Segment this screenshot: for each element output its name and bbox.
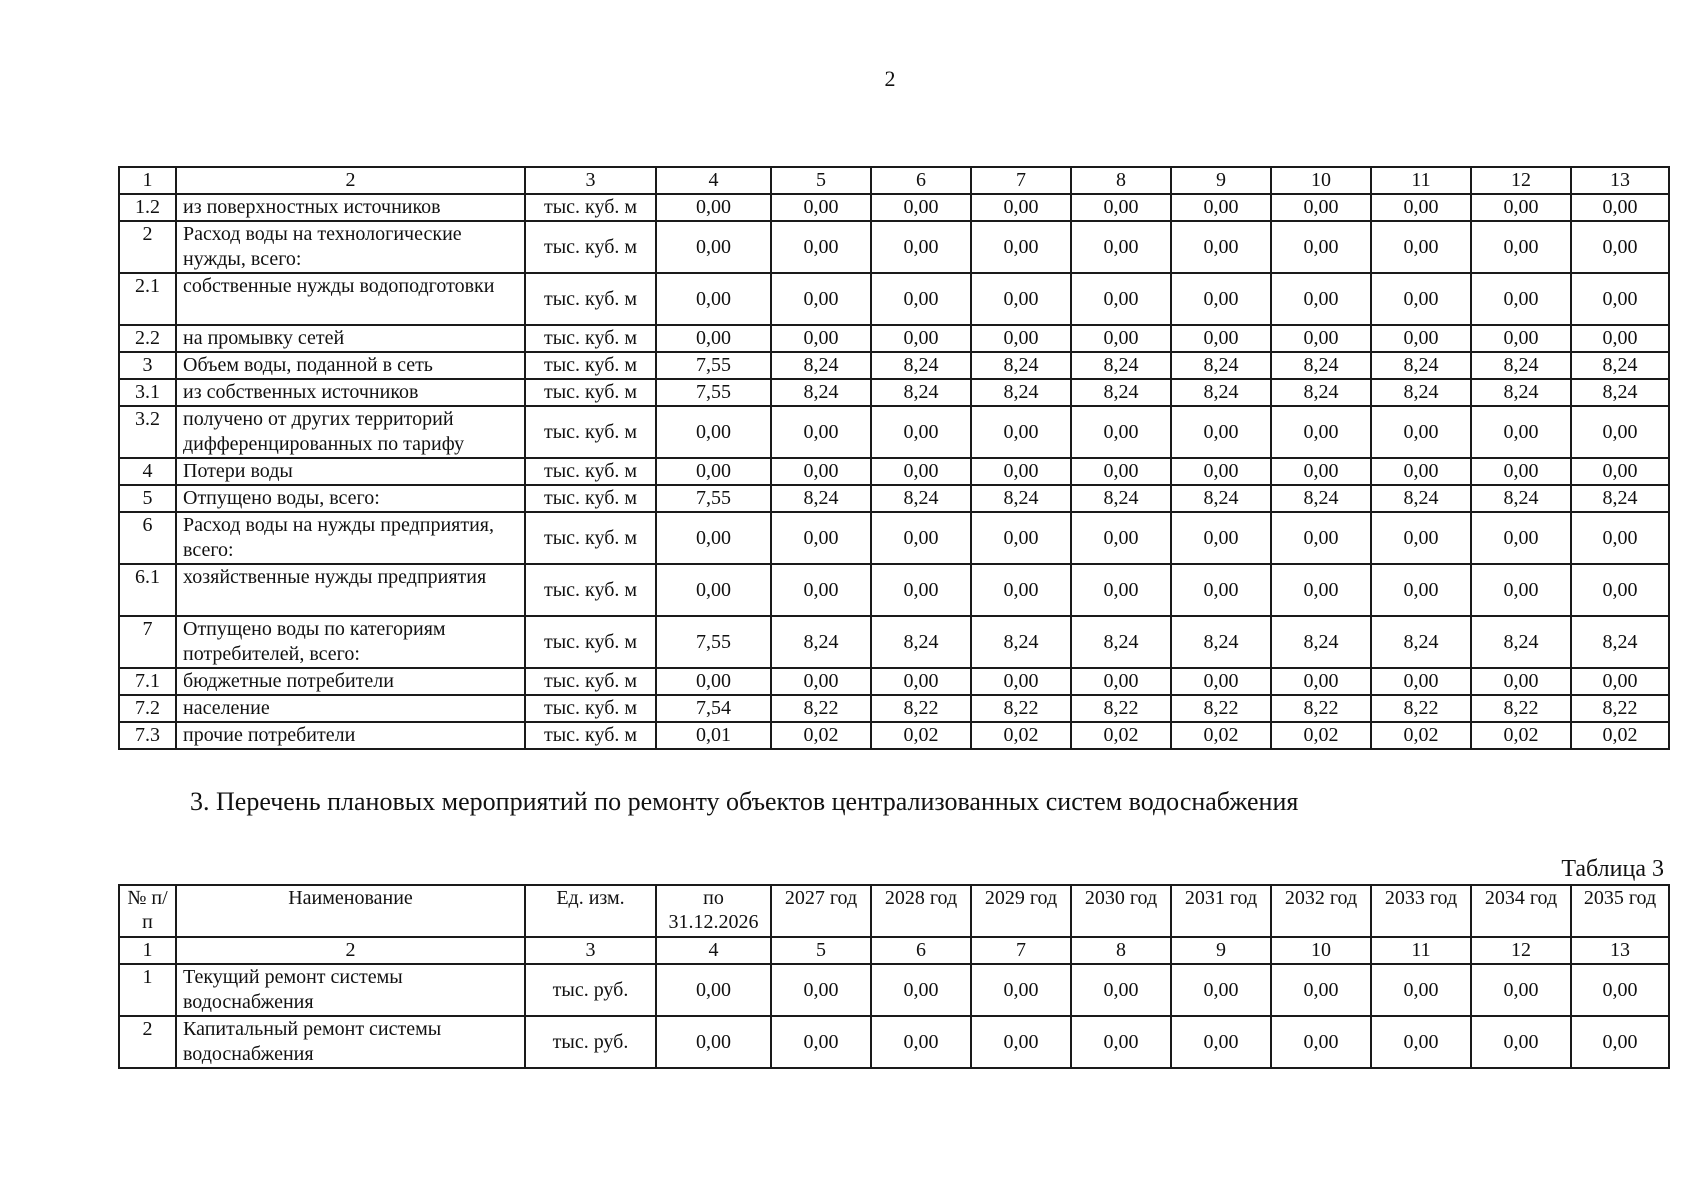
value-cell: 0,00 <box>1571 512 1669 564</box>
table-row <box>119 564 1669 616</box>
value-cell: 8,24 <box>871 616 971 668</box>
value-cell: 0,00 <box>1171 458 1271 485</box>
value-cell: 0,00 <box>1571 194 1669 221</box>
column-number-cell: 5 <box>771 937 871 964</box>
value-cell: 8,24 <box>1171 379 1271 406</box>
value-cell: 0,02 <box>1271 722 1371 749</box>
row-name: Текущий ремонт системы водоснабжения <box>176 964 525 1016</box>
value-cell: 0,00 <box>1271 273 1371 325</box>
value-cell: 0,00 <box>871 273 971 325</box>
value-cell: 8,24 <box>1071 352 1171 379</box>
value-cell: 0,00 <box>1471 964 1571 1016</box>
value-cell: 8,24 <box>1171 352 1271 379</box>
row-unit: тыс. руб. <box>525 964 656 1016</box>
value-cell: 8,24 <box>1571 485 1669 512</box>
row-number: 2 <box>119 1016 176 1068</box>
row-name: из собственных источников <box>176 379 525 406</box>
value-cell: 0,00 <box>1471 512 1571 564</box>
row-name: население <box>176 695 525 722</box>
value-cell: 0,00 <box>1371 458 1471 485</box>
row-number: 2.2 <box>119 325 176 352</box>
value-cell: 0,00 <box>871 406 971 458</box>
row-number: 1.2 <box>119 194 176 221</box>
row-number: 7 <box>119 616 176 668</box>
header-cell: 2031 год <box>1171 885 1271 937</box>
value-cell: 8,24 <box>1171 485 1271 512</box>
table-row <box>119 221 1669 273</box>
value-cell: 0,00 <box>1371 1016 1471 1068</box>
table-row <box>119 352 1669 379</box>
column-number-cell: 13 <box>1571 937 1669 964</box>
row-number: 2.1 <box>119 273 176 325</box>
value-cell: 0,00 <box>971 273 1071 325</box>
value-cell: 7,55 <box>656 352 771 379</box>
value-cell: 0,02 <box>971 722 1071 749</box>
value-cell: 0,00 <box>1371 964 1471 1016</box>
column-number-cell: 4 <box>656 167 771 194</box>
row-name: прочие потребители <box>176 722 525 749</box>
column-number-cell: 6 <box>871 167 971 194</box>
value-cell: 0,00 <box>1571 221 1669 273</box>
value-cell: 0,00 <box>656 325 771 352</box>
table-row <box>119 668 1669 695</box>
value-cell: 0,00 <box>1371 564 1471 616</box>
value-cell: 0,00 <box>656 273 771 325</box>
value-cell: 0,00 <box>1171 512 1271 564</box>
value-cell: 0,00 <box>971 325 1071 352</box>
table-row <box>119 1016 1669 1068</box>
row-name: из поверхностных источников <box>176 194 525 221</box>
row-unit: тыс. куб. м <box>525 458 656 485</box>
value-cell: 0,00 <box>1071 221 1171 273</box>
value-cell: 0,00 <box>1071 273 1171 325</box>
value-cell: 0,00 <box>1371 512 1471 564</box>
value-cell: 0,00 <box>1471 458 1571 485</box>
value-cell: 0,00 <box>771 964 871 1016</box>
value-cell: 0,00 <box>971 964 1071 1016</box>
header-cell: 2029 год <box>971 885 1071 937</box>
value-cell: 8,24 <box>1471 379 1571 406</box>
column-number-cell: 5 <box>771 167 871 194</box>
value-cell: 8,22 <box>971 695 1071 722</box>
column-number-cell: 10 <box>1271 937 1371 964</box>
value-cell: 0,00 <box>1471 564 1571 616</box>
value-cell: 0,00 <box>1571 406 1669 458</box>
value-cell: 0,00 <box>1071 668 1171 695</box>
row-unit: тыс. куб. м <box>525 616 656 668</box>
value-cell: 0,00 <box>771 406 871 458</box>
value-cell: 0,00 <box>1071 458 1171 485</box>
value-cell: 0,00 <box>1171 325 1271 352</box>
value-cell: 0,02 <box>1371 722 1471 749</box>
column-number-cell: 11 <box>1371 167 1471 194</box>
value-cell: 8,24 <box>1071 379 1171 406</box>
value-cell: 0,00 <box>1271 964 1371 1016</box>
value-cell: 0,00 <box>1071 1016 1171 1068</box>
header-cell: по 31.12.2026 <box>656 885 771 937</box>
column-number-cell: 3 <box>525 167 656 194</box>
value-cell: 0,00 <box>1171 273 1271 325</box>
value-cell: 0,00 <box>971 194 1071 221</box>
value-cell: 8,24 <box>1571 616 1669 668</box>
value-cell: 0,00 <box>971 221 1071 273</box>
value-cell: 8,24 <box>1471 485 1571 512</box>
value-cell: 0,00 <box>871 221 971 273</box>
row-unit: тыс. куб. м <box>525 485 656 512</box>
header-cell: 2032 год <box>1271 885 1371 937</box>
value-cell: 8,22 <box>771 695 871 722</box>
value-cell: 8,24 <box>771 485 871 512</box>
row-number: 3.1 <box>119 379 176 406</box>
value-cell: 8,24 <box>1371 616 1471 668</box>
value-cell: 8,24 <box>1571 379 1669 406</box>
value-cell: 0,00 <box>1071 194 1171 221</box>
value-cell: 0,00 <box>1571 668 1669 695</box>
column-number-cell: 3 <box>525 937 656 964</box>
value-cell: 8,22 <box>1571 695 1669 722</box>
value-cell: 0,02 <box>1171 722 1271 749</box>
page-number: 2 <box>884 66 896 91</box>
table-row <box>119 964 1669 1016</box>
value-cell: 0,00 <box>871 564 971 616</box>
value-cell: 0,00 <box>1271 325 1371 352</box>
value-cell: 8,24 <box>971 379 1071 406</box>
section-3-title: 3. Перечень плановых мероприятий по ремонту объектов централизованных систем водоснабжения <box>190 787 1299 816</box>
value-cell: 0,00 <box>771 325 871 352</box>
value-cell: 8,24 <box>971 485 1071 512</box>
row-number: 7.2 <box>119 695 176 722</box>
value-cell: 8,22 <box>1271 695 1371 722</box>
value-cell: 8,24 <box>1371 352 1471 379</box>
column-number-cell: 12 <box>1471 937 1571 964</box>
header-cell: 2030 год <box>1071 885 1171 937</box>
column-number-cell: 9 <box>1171 167 1271 194</box>
value-cell: 0,00 <box>656 1016 771 1068</box>
value-cell: 0,00 <box>1371 668 1471 695</box>
row-name: на промывку сетей <box>176 325 525 352</box>
value-cell: 0,00 <box>1071 564 1171 616</box>
header-cell: 2035 год <box>1571 885 1669 937</box>
value-cell: 0,00 <box>1571 325 1669 352</box>
table-row <box>119 616 1669 668</box>
value-cell: 0,00 <box>1571 964 1669 1016</box>
column-number-cell: 12 <box>1471 167 1571 194</box>
header-cell: 2033 год <box>1371 885 1471 937</box>
row-name: хозяйственные нужды предприятия <box>176 564 525 616</box>
value-cell: 0,02 <box>1471 722 1571 749</box>
row-unit: тыс. руб. <box>525 1016 656 1068</box>
value-cell: 0,02 <box>1071 722 1171 749</box>
value-cell: 8,22 <box>1071 695 1171 722</box>
value-cell: 0,00 <box>771 512 871 564</box>
header-cell: 2027 год <box>771 885 871 937</box>
row-name: Объем воды, поданной в сеть <box>176 352 525 379</box>
value-cell: 7,54 <box>656 695 771 722</box>
row-name: Расход воды на технологические нужды, всего: <box>176 221 525 273</box>
value-cell: 8,22 <box>1171 695 1271 722</box>
value-cell: 7,55 <box>656 379 771 406</box>
column-number-cell: 1 <box>119 167 176 194</box>
table-3-caption: Таблица 3 <box>1561 856 1664 882</box>
value-cell: 8,24 <box>771 352 871 379</box>
column-number-cell: 13 <box>1571 167 1669 194</box>
row-name: Расход воды на нужды предприятия, всего: <box>176 512 525 564</box>
column-number-cell: 1 <box>119 937 176 964</box>
value-cell: 0,00 <box>1271 668 1371 695</box>
row-unit: тыс. куб. м <box>525 194 656 221</box>
value-cell: 0,00 <box>1471 273 1571 325</box>
table-row <box>119 722 1669 749</box>
table-row <box>119 379 1669 406</box>
row-number: 7.1 <box>119 668 176 695</box>
value-cell: 0,00 <box>1171 1016 1271 1068</box>
value-cell: 0,00 <box>971 1016 1071 1068</box>
column-number-cell: 2 <box>176 167 525 194</box>
value-cell: 0,00 <box>971 406 1071 458</box>
row-unit: тыс. куб. м <box>525 221 656 273</box>
row-number: 4 <box>119 458 176 485</box>
value-cell: 0,00 <box>1171 668 1271 695</box>
value-cell: 8,22 <box>871 695 971 722</box>
value-cell: 0,00 <box>1271 221 1371 273</box>
header-row <box>119 885 1669 937</box>
value-cell: 8,24 <box>1271 616 1371 668</box>
value-cell: 0,00 <box>1471 406 1571 458</box>
row-name: Капитальный ремонт системы водоснабжения <box>176 1016 525 1068</box>
value-cell: 0,00 <box>1271 458 1371 485</box>
value-cell: 0,00 <box>771 1016 871 1068</box>
header-cell: Наименование <box>176 885 525 937</box>
row-number: 3.2 <box>119 406 176 458</box>
value-cell: 8,24 <box>1071 616 1171 668</box>
row-unit: тыс. куб. м <box>525 379 656 406</box>
value-cell: 0,00 <box>871 668 971 695</box>
value-cell: 0,00 <box>871 1016 971 1068</box>
value-cell: 0,00 <box>971 564 1071 616</box>
row-number: 3 <box>119 352 176 379</box>
value-cell: 0,00 <box>1571 273 1669 325</box>
table-row <box>119 406 1669 458</box>
row-name: получено от других территорий дифференцированных по тарифу <box>176 406 525 458</box>
column-number-cell: 8 <box>1071 167 1171 194</box>
row-name: Потери воды <box>176 458 525 485</box>
value-cell: 0,00 <box>1571 1016 1669 1068</box>
value-cell: 0,00 <box>656 564 771 616</box>
column-number-cell: 7 <box>971 167 1071 194</box>
value-cell: 0,00 <box>771 564 871 616</box>
column-number-cell: 11 <box>1371 937 1471 964</box>
row-unit: тыс. куб. м <box>525 668 656 695</box>
column-number-cell: 9 <box>1171 937 1271 964</box>
value-cell: 8,24 <box>771 616 871 668</box>
value-cell: 0,00 <box>871 458 971 485</box>
value-cell: 0,00 <box>1371 273 1471 325</box>
value-cell: 0,00 <box>656 194 771 221</box>
row-number: 2 <box>119 221 176 273</box>
header-cell: № п/п <box>119 885 176 937</box>
value-cell: 0,02 <box>1571 722 1669 749</box>
value-cell: 0,00 <box>1471 325 1571 352</box>
value-cell: 0,00 <box>971 458 1071 485</box>
value-cell: 0,00 <box>1271 194 1371 221</box>
value-cell: 8,24 <box>871 485 971 512</box>
value-cell: 0,02 <box>771 722 871 749</box>
column-number-cell: 8 <box>1071 937 1171 964</box>
value-cell: 0,00 <box>1171 964 1271 1016</box>
value-cell: 0,00 <box>871 964 971 1016</box>
value-cell: 0,00 <box>1271 406 1371 458</box>
table-row <box>119 458 1669 485</box>
column-number-row <box>119 937 1669 964</box>
header-cell: 2034 год <box>1471 885 1571 937</box>
repair-plan-table <box>118 884 1670 1069</box>
value-cell: 0,00 <box>771 668 871 695</box>
value-cell: 0,00 <box>656 512 771 564</box>
value-cell: 8,24 <box>1171 616 1271 668</box>
table-row <box>119 325 1669 352</box>
value-cell: 0,00 <box>971 668 1071 695</box>
table-row <box>119 512 1669 564</box>
value-cell: 0,01 <box>656 722 771 749</box>
row-number: 7.3 <box>119 722 176 749</box>
row-number: 6 <box>119 512 176 564</box>
value-cell: 0,00 <box>1171 564 1271 616</box>
value-cell: 0,00 <box>1471 668 1571 695</box>
value-cell: 0,00 <box>1071 964 1171 1016</box>
value-cell: 8,24 <box>1071 485 1171 512</box>
value-cell: 0,00 <box>656 964 771 1016</box>
row-unit: тыс. куб. м <box>525 352 656 379</box>
value-cell: 0,00 <box>871 325 971 352</box>
column-number-cell: 4 <box>656 937 771 964</box>
value-cell: 0,00 <box>771 194 871 221</box>
value-cell: 0,00 <box>1271 512 1371 564</box>
value-cell: 7,55 <box>656 485 771 512</box>
value-cell: 8,24 <box>1371 379 1471 406</box>
value-cell: 0,00 <box>1371 406 1471 458</box>
row-name: Отпущено воды, всего: <box>176 485 525 512</box>
value-cell: 8,24 <box>1271 485 1371 512</box>
value-cell: 0,00 <box>656 458 771 485</box>
value-cell: 8,24 <box>1471 352 1571 379</box>
value-cell: 8,24 <box>1471 616 1571 668</box>
value-cell: 0,00 <box>1271 564 1371 616</box>
row-unit: тыс. куб. м <box>525 722 656 749</box>
row-number: 5 <box>119 485 176 512</box>
value-cell: 8,24 <box>771 379 871 406</box>
table-row <box>119 695 1669 722</box>
value-cell: 7,55 <box>656 616 771 668</box>
value-cell: 0,00 <box>1071 325 1171 352</box>
header-cell: 2028 год <box>871 885 971 937</box>
value-cell: 0,00 <box>1471 194 1571 221</box>
value-cell: 0,00 <box>1171 194 1271 221</box>
row-name: собственные нужды водоподготовки <box>176 273 525 325</box>
header-cell: Ед. изм. <box>525 885 656 937</box>
value-cell: 0,00 <box>1371 325 1471 352</box>
value-cell: 0,00 <box>656 668 771 695</box>
table-row <box>119 194 1669 221</box>
value-cell: 0,00 <box>1371 221 1471 273</box>
value-cell: 8,22 <box>1471 695 1571 722</box>
row-unit: тыс. куб. м <box>525 512 656 564</box>
value-cell: 0,00 <box>1171 221 1271 273</box>
value-cell: 8,24 <box>1271 379 1371 406</box>
row-unit: тыс. куб. м <box>525 564 656 616</box>
row-unit: тыс. куб. м <box>525 325 656 352</box>
value-cell: 0,00 <box>1471 1016 1571 1068</box>
row-number: 1 <box>119 964 176 1016</box>
value-cell: 8,22 <box>1371 695 1471 722</box>
value-cell: 0,00 <box>1471 221 1571 273</box>
value-cell: 0,00 <box>871 512 971 564</box>
value-cell: 0,00 <box>1271 1016 1371 1068</box>
value-cell: 0,00 <box>1571 564 1669 616</box>
value-cell: 0,00 <box>771 221 871 273</box>
value-cell: 0,00 <box>1071 512 1171 564</box>
value-cell: 8,24 <box>1271 352 1371 379</box>
value-cell: 8,24 <box>971 352 1071 379</box>
value-cell: 0,00 <box>771 458 871 485</box>
value-cell: 0,00 <box>871 194 971 221</box>
value-cell: 8,24 <box>871 379 971 406</box>
value-cell: 0,00 <box>1371 194 1471 221</box>
row-unit: тыс. куб. м <box>525 273 656 325</box>
column-number-cell: 7 <box>971 937 1071 964</box>
table-row <box>119 485 1669 512</box>
row-name: бюджетные потребители <box>176 668 525 695</box>
value-cell: 8,24 <box>971 616 1071 668</box>
value-cell: 0,00 <box>771 273 871 325</box>
value-cell: 0,00 <box>656 221 771 273</box>
value-cell: 8,24 <box>1571 352 1669 379</box>
column-number-row <box>119 167 1669 194</box>
value-cell: 0,00 <box>971 512 1071 564</box>
water-balance-table <box>118 166 1670 750</box>
value-cell: 0,00 <box>1071 406 1171 458</box>
value-cell: 8,24 <box>1371 485 1471 512</box>
value-cell: 0,00 <box>1571 458 1669 485</box>
value-cell: 0,02 <box>871 722 971 749</box>
value-cell: 0,00 <box>1171 406 1271 458</box>
value-cell: 8,24 <box>871 352 971 379</box>
column-number-cell: 10 <box>1271 167 1371 194</box>
row-number: 6.1 <box>119 564 176 616</box>
column-number-cell: 6 <box>871 937 971 964</box>
row-name: Отпущено воды по категориям потребителей, всего: <box>176 616 525 668</box>
column-number-cell: 2 <box>176 937 525 964</box>
row-unit: тыс. куб. м <box>525 406 656 458</box>
value-cell: 0,00 <box>656 406 771 458</box>
row-unit: тыс. куб. м <box>525 695 656 722</box>
table-row <box>119 273 1669 325</box>
